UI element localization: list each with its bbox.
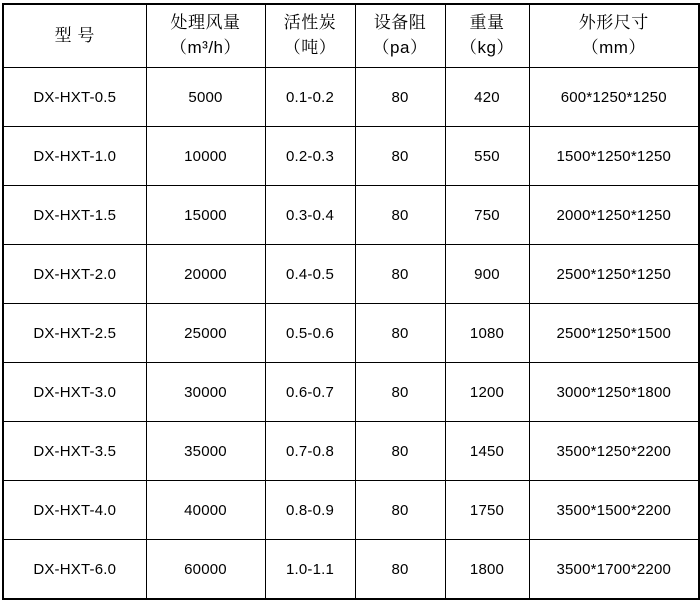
cell-airflow: 30000 bbox=[146, 363, 265, 422]
column-header-carbon-line2: （吨） bbox=[283, 38, 337, 57]
cell-weight: 550 bbox=[445, 127, 529, 186]
cell-airflow: 5000 bbox=[146, 68, 265, 127]
cell-dimensions: 3500*1500*2200 bbox=[529, 481, 699, 540]
column-header-weight bbox=[445, 4, 529, 68]
column-header-resistance bbox=[355, 4, 445, 68]
column-header-model bbox=[3, 4, 146, 68]
cell-resistance: 80 bbox=[355, 481, 445, 540]
table-row bbox=[3, 127, 699, 186]
cell-carbon: 0.8-0.9 bbox=[265, 481, 355, 540]
column-header-airflow-line1: 处理风量 bbox=[170, 13, 241, 33]
cell-airflow: 15000 bbox=[146, 186, 265, 245]
cell-airflow: 10000 bbox=[146, 127, 265, 186]
cell-weight: 750 bbox=[445, 186, 529, 245]
column-header-resistance-line1: 设备阻 bbox=[373, 13, 427, 33]
cell-dimensions: 2000*1250*1250 bbox=[529, 186, 699, 245]
column-header-weight-line1: 重量 bbox=[469, 13, 505, 33]
cell-model: DX-HXT-1.0 bbox=[3, 127, 146, 186]
column-header-weight-line2: （kg） bbox=[460, 38, 514, 57]
cell-weight: 1750 bbox=[445, 481, 529, 540]
cell-dimensions: 3000*1250*1800 bbox=[529, 363, 699, 422]
cell-airflow: 25000 bbox=[146, 304, 265, 363]
cell-carbon: 0.2-0.3 bbox=[265, 127, 355, 186]
table-body bbox=[3, 68, 699, 600]
cell-resistance: 80 bbox=[355, 540, 445, 600]
cell-dimensions: 2500*1250*1250 bbox=[529, 245, 699, 304]
cell-weight: 1200 bbox=[445, 363, 529, 422]
cell-carbon: 0.5-0.6 bbox=[265, 304, 355, 363]
cell-model: DX-HXT-4.0 bbox=[3, 481, 146, 540]
cell-airflow: 40000 bbox=[146, 481, 265, 540]
cell-airflow: 20000 bbox=[146, 245, 265, 304]
cell-resistance: 80 bbox=[355, 363, 445, 422]
cell-model: DX-HXT-3.5 bbox=[3, 422, 146, 481]
cell-carbon: 1.0-1.1 bbox=[265, 540, 355, 600]
cell-airflow: 60000 bbox=[146, 540, 265, 600]
column-header-carbon-line1: 活性炭 bbox=[283, 13, 337, 33]
table-row bbox=[3, 481, 699, 540]
column-header-dimensions-line1: 外形尺寸 bbox=[578, 13, 649, 33]
cell-weight: 1450 bbox=[445, 422, 529, 481]
table-header-row bbox=[3, 4, 699, 68]
cell-airflow: 35000 bbox=[146, 422, 265, 481]
table-row bbox=[3, 245, 699, 304]
table-row bbox=[3, 304, 699, 363]
cell-dimensions: 3500*1250*2200 bbox=[529, 422, 699, 481]
cell-weight: 1800 bbox=[445, 540, 529, 600]
cell-dimensions: 2500*1250*1500 bbox=[529, 304, 699, 363]
cell-dimensions: 3500*1700*2200 bbox=[529, 540, 699, 600]
column-header-airflow bbox=[146, 4, 265, 68]
column-header-carbon bbox=[265, 4, 355, 68]
cell-model: DX-HXT-2.5 bbox=[3, 304, 146, 363]
cell-weight: 1080 bbox=[445, 304, 529, 363]
cell-model: DX-HXT-3.0 bbox=[3, 363, 146, 422]
cell-resistance: 80 bbox=[355, 304, 445, 363]
cell-carbon: 0.6-0.7 bbox=[265, 363, 355, 422]
cell-weight: 900 bbox=[445, 245, 529, 304]
table-row bbox=[3, 68, 699, 127]
cell-carbon: 0.3-0.4 bbox=[265, 186, 355, 245]
table-row bbox=[3, 540, 699, 600]
cell-dimensions: 1500*1250*1250 bbox=[529, 127, 699, 186]
cell-resistance: 80 bbox=[355, 68, 445, 127]
cell-carbon: 0.1-0.2 bbox=[265, 68, 355, 127]
cell-dimensions: 600*1250*1250 bbox=[529, 68, 699, 127]
cell-model: DX-HXT-6.0 bbox=[3, 540, 146, 600]
cell-weight: 420 bbox=[445, 68, 529, 127]
cell-model: DX-HXT-1.5 bbox=[3, 186, 146, 245]
table-row bbox=[3, 363, 699, 422]
column-header-airflow-line2: （m³/h） bbox=[170, 38, 241, 57]
cell-model: DX-HXT-0.5 bbox=[3, 68, 146, 127]
cell-carbon: 0.4-0.5 bbox=[265, 245, 355, 304]
cell-resistance: 80 bbox=[355, 245, 445, 304]
cell-resistance: 80 bbox=[355, 127, 445, 186]
specification-table bbox=[2, 3, 700, 600]
table-header bbox=[3, 4, 699, 68]
column-header-dimensions bbox=[529, 4, 699, 68]
table-row bbox=[3, 422, 699, 481]
column-header-resistance-line2: （pa） bbox=[372, 38, 428, 57]
cell-resistance: 80 bbox=[355, 422, 445, 481]
column-header-model-line1: 型 号 bbox=[54, 25, 95, 45]
column-header-dimensions-line2: （mm） bbox=[581, 38, 646, 57]
cell-carbon: 0.7-0.8 bbox=[265, 422, 355, 481]
table-row bbox=[3, 186, 699, 245]
cell-resistance: 80 bbox=[355, 186, 445, 245]
cell-model: DX-HXT-2.0 bbox=[3, 245, 146, 304]
